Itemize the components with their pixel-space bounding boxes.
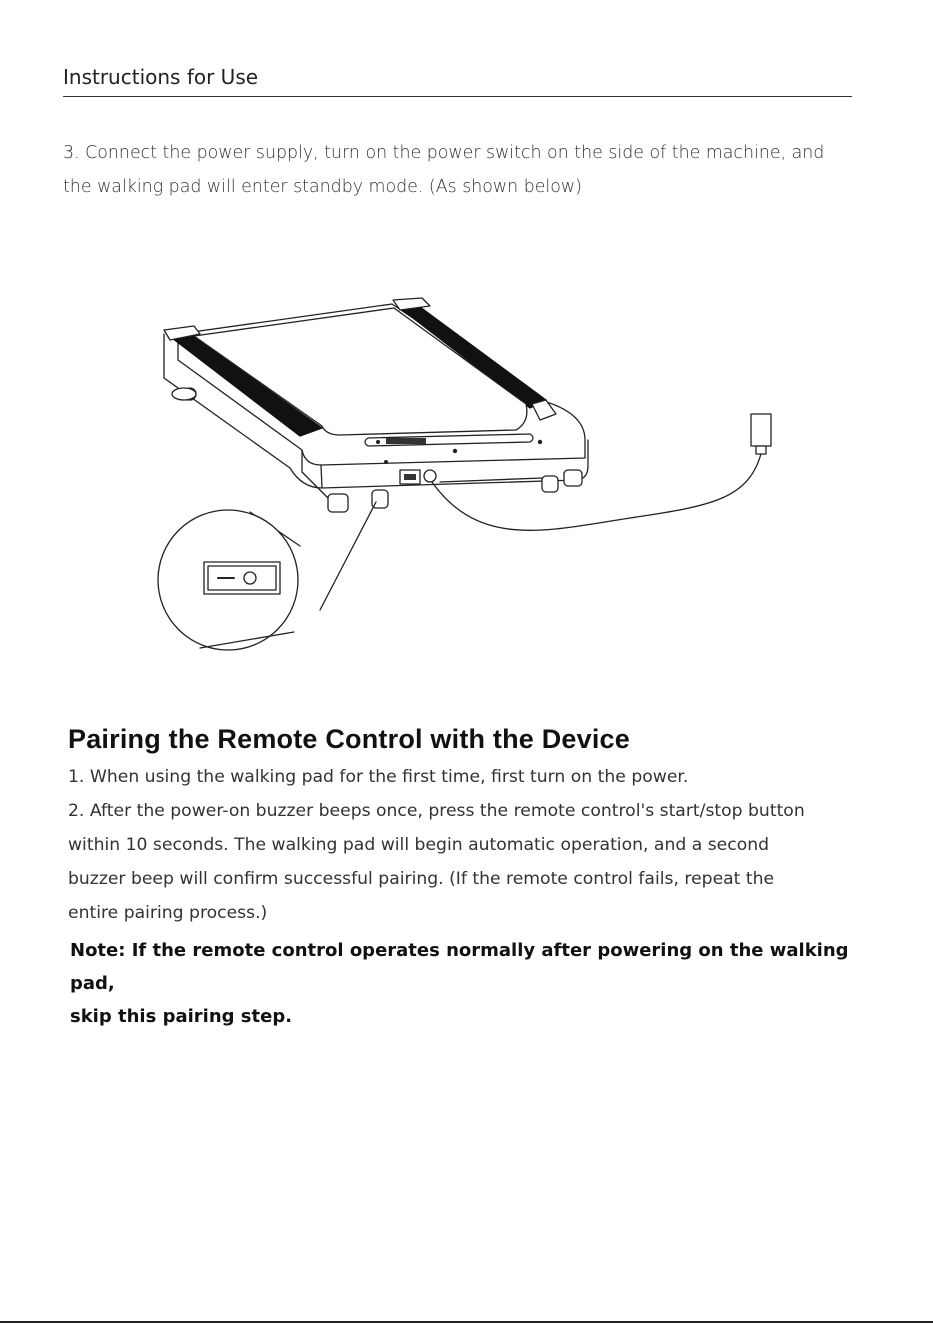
step-3-line-2: the walking pad will enter standby mode. (As shown below) <box>63 177 582 197</box>
walking-pad-illustration <box>164 298 771 530</box>
note-line-1: Note: If the remote control operates normally after powering on the walking pad, <box>70 940 849 994</box>
step-3-line-1: 3. Connect the power supply, turn on the power switch on the side of the machine, and <box>63 143 825 163</box>
note-line-2: skip this pairing step. <box>70 1006 293 1027</box>
pairing-instructions <box>68 760 868 930</box>
pairing-note <box>70 934 890 1033</box>
page-title: Instructions for Use <box>63 65 259 89</box>
pairing-line: buzzer beep will confirm successful pairing. (If the remote control fails, repeat the <box>68 869 775 889</box>
pairing-section-title: Pairing the Remote Control with the Device <box>68 724 630 754</box>
walking-pad-figure <box>150 290 790 660</box>
pairing-line: within 10 seconds. The walking pad will begin automatic operation, and a second <box>68 835 770 855</box>
pairing-line: entire pairing process.) <box>68 903 268 923</box>
power-switch-detail <box>158 502 376 650</box>
power-plug <box>751 414 771 454</box>
pairing-line: 1. When using the walking pad for the first time, first turn on the power. <box>68 767 689 787</box>
page-bottom-rule <box>0 1321 933 1323</box>
page-header <box>63 62 852 97</box>
pairing-line: 2. After the power-on buzzer beeps once, press the remote control's start/stop button <box>68 801 805 821</box>
step-3-text <box>63 136 863 204</box>
